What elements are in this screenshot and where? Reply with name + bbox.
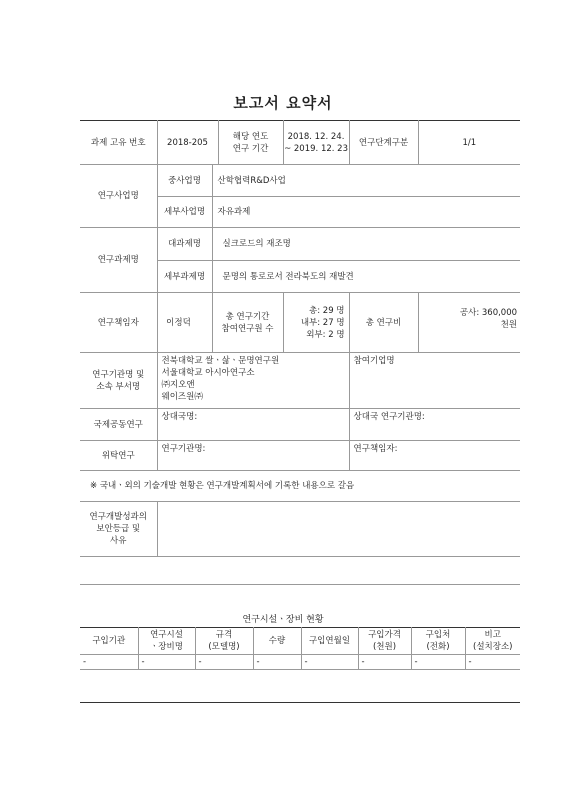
header-cell: 비고 (설치장소) [465,628,520,655]
header-cell: 구입처 (전화) [411,628,465,655]
bottom-rule [80,702,520,703]
lead-name: 이정덕 [157,293,212,353]
header-cell: 구입기관 [80,628,138,655]
stage-label: 연구단계구분 [349,121,418,165]
researchers-label: 총 연구기간 참여연구원 수 [212,293,283,353]
equipment-table [80,627,520,670]
period-label: 해당 연도 연구 기간 [218,121,283,165]
divider [80,584,520,585]
researchers-count: 총: 29 명 내부: 27 명 외부: 2 명 [283,293,349,353]
intl-label: 국제공동연구 [80,409,157,441]
data-cell: - [465,655,520,670]
org-list [157,353,349,409]
intl-inst-label: 상대국 연구기관명: [349,409,520,441]
intl-country-label: 상대국명: [157,409,349,441]
security-value [157,502,520,557]
sub-project-label: 세부과제명 [157,261,212,293]
period-value: 2018. 12. 24. ~ 2019. 12. 23 [283,121,349,165]
task-id-value: 2018-205 [157,121,218,165]
header-cell: 수량 [253,628,301,655]
org-label: 연구기관명 및 소속 부서명 [80,353,157,409]
sub-business-value: 자유과제 [212,197,520,228]
consign-lead-label: 연구책임자: [349,441,520,471]
main-business-value: 산학협력R&D사업 [212,165,520,197]
header-cell: 구입연월일 [301,628,358,655]
org-line: 전북대학교 쌀ㆍ삶ㆍ문명연구원 [161,356,280,366]
consign-inst-label: 연구기관명: [157,441,349,471]
data-cell: - [358,655,411,670]
data-cell: - [301,655,358,670]
data-cell: - [138,655,195,670]
security-label: 연구개발성과의 보안등급 및 사유 [80,502,157,557]
org-line: 서울대학교 아시아연구소 [161,368,255,378]
stage-value: 1/1 [418,121,520,165]
lead-label: 연구책임자 [80,293,157,353]
sub-business-label: 세부사업명 [157,197,212,228]
header-cell: 규격 (모델명) [195,628,253,655]
consign-label: 위탁연구 [80,441,157,471]
header-cell: 구입가격 (천원) [358,628,411,655]
business-label: 연구사업명 [80,165,157,228]
data-cell: - [253,655,301,670]
sub-project-value: 문명의 통로로서 전라북도의 재발견 [212,261,520,293]
equipment-title: 연구시설ㆍ장비 현황 [242,615,324,625]
project-label: 연구과제명 [80,228,157,293]
main-project-value: 실크로드의 재조명 [212,228,520,261]
partner-label: 참여기업명 [349,353,520,409]
org-line: ㈜지오앤 [161,380,195,390]
header-cell: 연구시설 ㆍ장비명 [138,628,195,655]
budget-label: 총 연구비 [349,293,418,353]
page-title: 보고서 요약서 [233,94,333,112]
org-line: 웨이즈원㈜ [161,392,203,402]
data-cell: - [80,655,138,670]
budget-value: 공사: 360,000 천원 [418,293,520,353]
main-business-label: 중사업명 [157,165,212,197]
main-project-label: 대과제명 [157,228,212,261]
data-cell: - [411,655,465,670]
task-id-label: 과제 고유 번호 [80,121,157,165]
data-cell: - [195,655,253,670]
note-text: ※ 국내ㆍ외의 기술개발 현황은 연구개발계획서에 기록한 내용으로 갈음 [80,471,520,502]
summary-table [80,120,520,557]
